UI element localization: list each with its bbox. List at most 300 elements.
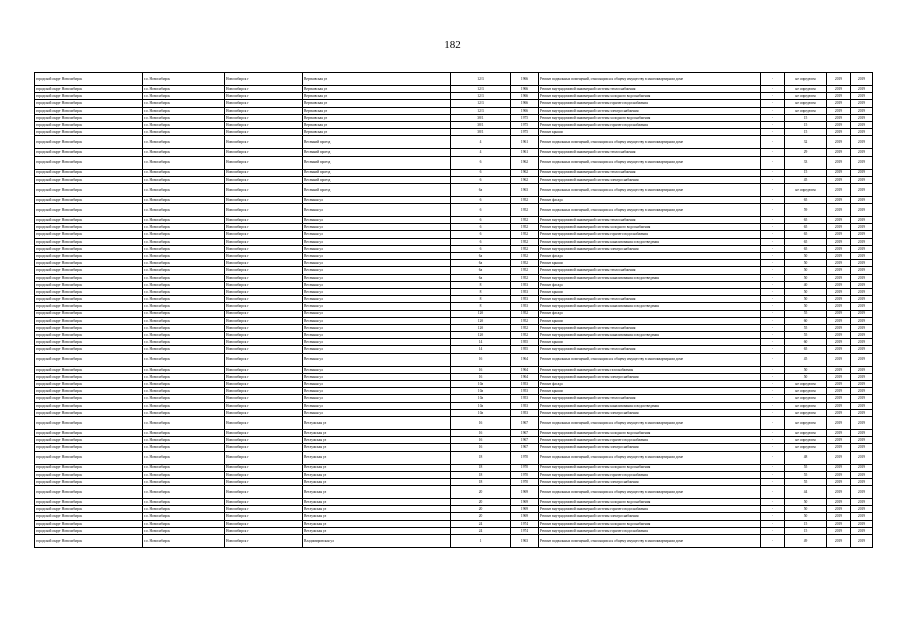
- settlement-cell: г.о. Новосибирск: [143, 366, 225, 373]
- city-cell: Новосибирск г: [225, 437, 303, 444]
- year-cell: 1970: [511, 464, 539, 471]
- house-cell: 1: [451, 535, 511, 548]
- street-cell: Ветлужская ул: [303, 527, 451, 534]
- start-year-cell: 2019: [827, 506, 851, 513]
- street-cell: Ветлужская ул: [303, 437, 451, 444]
- house-cell: 18: [451, 464, 511, 471]
- table-row: [35, 506, 873, 513]
- city-cell: Новосибирск г: [225, 238, 303, 245]
- year-cell: 1952: [511, 274, 539, 281]
- dash-cell: -: [761, 346, 785, 353]
- work-type-cell: Ремонт подвальных помещений, относящихся к общему имуществу в многоквартирном доме: [539, 183, 761, 196]
- cost-cell: 45: [785, 176, 827, 183]
- dash-cell: -: [761, 196, 785, 203]
- dash-cell: -: [761, 245, 785, 252]
- dash-cell: -: [761, 114, 785, 121]
- work-type-cell: Ремонт внутридомовой инженерной системы холодного водоснабжения: [539, 114, 761, 121]
- end-year-cell: 2019: [851, 183, 873, 196]
- okrug-cell: городской округ Новосибирск: [35, 73, 143, 86]
- end-year-cell: 2019: [851, 196, 873, 203]
- house-cell: 16: [451, 429, 511, 436]
- table-row: [35, 499, 873, 506]
- settlement-cell: г.о. Новосибирск: [143, 100, 225, 107]
- end-year-cell: 2019: [851, 281, 873, 288]
- year-cell: 1967: [511, 429, 539, 436]
- city-cell: Новосибирск г: [225, 274, 303, 281]
- year-cell: 1963: [511, 183, 539, 196]
- start-year-cell: 2019: [827, 176, 851, 183]
- cost-cell: не определен: [785, 402, 827, 409]
- end-year-cell: 2019: [851, 121, 873, 128]
- table-row: [35, 217, 873, 224]
- okrug-cell: городской округ Новосибирск: [35, 231, 143, 238]
- okrug-cell: городской округ Новосибирск: [35, 429, 143, 436]
- year-cell: 1970: [511, 471, 539, 478]
- start-year-cell: 2019: [827, 416, 851, 429]
- dash-cell: -: [761, 513, 785, 520]
- settlement-cell: г.о. Новосибирск: [143, 416, 225, 429]
- table-row: [35, 204, 873, 217]
- dash-cell: -: [761, 253, 785, 260]
- settlement-cell: г.о. Новосибирск: [143, 149, 225, 156]
- street-cell: Весенняя ул: [303, 346, 451, 353]
- table-row: [35, 224, 873, 231]
- table-row: [35, 267, 873, 274]
- settlement-cell: г.о. Новосибирск: [143, 136, 225, 149]
- cost-cell: 50: [785, 506, 827, 513]
- cost-cell: 65: [785, 346, 827, 353]
- house-cell: 4: [451, 149, 511, 156]
- dash-cell: -: [761, 339, 785, 346]
- cost-cell: 65: [785, 238, 827, 245]
- end-year-cell: 2019: [851, 86, 873, 93]
- start-year-cell: 2019: [827, 129, 851, 136]
- table-row: [35, 395, 873, 402]
- end-year-cell: 2019: [851, 339, 873, 346]
- street-cell: Весенний проезд: [303, 176, 451, 183]
- start-year-cell: 2019: [827, 183, 851, 196]
- street-cell: Вертковская ул: [303, 107, 451, 114]
- dash-cell: -: [761, 238, 785, 245]
- okrug-cell: городской округ Новосибирск: [35, 471, 143, 478]
- settlement-cell: г.о. Новосибирск: [143, 288, 225, 295]
- okrug-cell: городской округ Новосибирск: [35, 317, 143, 324]
- city-cell: Новосибирск г: [225, 288, 303, 295]
- city-cell: Новосибирск г: [225, 303, 303, 310]
- work-type-cell: Ремонт внутридомовой инженерной системы теплоснабжения: [539, 217, 761, 224]
- street-cell: Весенняя ул: [303, 274, 451, 281]
- start-year-cell: 2019: [827, 149, 851, 156]
- dash-cell: -: [761, 381, 785, 388]
- table-row: [35, 478, 873, 485]
- house-cell: 6: [451, 156, 511, 169]
- okrug-cell: городской округ Новосибирск: [35, 176, 143, 183]
- dash-cell: -: [761, 73, 785, 86]
- dash-cell: -: [761, 149, 785, 156]
- year-cell: 1966: [511, 93, 539, 100]
- settlement-cell: г.о. Новосибирск: [143, 353, 225, 366]
- year-cell: 1955: [511, 339, 539, 346]
- street-cell: Ветлужская ул: [303, 499, 451, 506]
- end-year-cell: 2019: [851, 310, 873, 317]
- year-cell: 1952: [511, 204, 539, 217]
- settlement-cell: г.о. Новосибирск: [143, 114, 225, 121]
- settlement-cell: г.о. Новосибирск: [143, 478, 225, 485]
- settlement-cell: г.о. Новосибирск: [143, 245, 225, 252]
- table-row: [35, 416, 873, 429]
- dash-cell: -: [761, 444, 785, 451]
- dash-cell: -: [761, 183, 785, 196]
- cost-cell: не определен: [785, 388, 827, 395]
- start-year-cell: 2019: [827, 204, 851, 217]
- okrug-cell: городской округ Новосибирск: [35, 486, 143, 499]
- year-cell: 1952: [511, 217, 539, 224]
- table-row: [35, 149, 873, 156]
- end-year-cell: 2019: [851, 437, 873, 444]
- okrug-cell: городской округ Новосибирск: [35, 310, 143, 317]
- year-cell: 1975: [511, 121, 539, 128]
- dash-cell: -: [761, 156, 785, 169]
- cost-cell: 60: [785, 317, 827, 324]
- table-row: [35, 107, 873, 114]
- house-cell: 10а: [451, 402, 511, 409]
- house-cell: 6: [451, 238, 511, 245]
- city-cell: Новосибирск г: [225, 506, 303, 513]
- okrug-cell: городской округ Новосибирск: [35, 121, 143, 128]
- end-year-cell: 2019: [851, 253, 873, 260]
- table-row: [35, 388, 873, 395]
- end-year-cell: 2019: [851, 429, 873, 436]
- cost-cell: 40: [785, 281, 827, 288]
- dash-cell: -: [761, 281, 785, 288]
- house-cell: 10а: [451, 409, 511, 416]
- year-cell: 1966: [511, 73, 539, 86]
- year-cell: 1974: [511, 520, 539, 527]
- work-type-cell: Ремонт фасада: [539, 310, 761, 317]
- house-cell: 12/3: [451, 100, 511, 107]
- work-type-cell: Ремонт внутридомовой инженерной системы теплоснабжения: [539, 324, 761, 331]
- house-cell: 12б: [451, 332, 511, 339]
- start-year-cell: 2019: [827, 107, 851, 114]
- start-year-cell: 2019: [827, 366, 851, 373]
- year-cell: 1953: [511, 303, 539, 310]
- okrug-cell: городской округ Новосибирск: [35, 402, 143, 409]
- dash-cell: -: [761, 129, 785, 136]
- okrug-cell: городской округ Новосибирск: [35, 366, 143, 373]
- work-type-cell: Ремонт внутридомовой инженерной системы теплоснабжения: [539, 267, 761, 274]
- street-cell: Весенний проезд: [303, 169, 451, 176]
- cost-cell: 59: [785, 204, 827, 217]
- dash-cell: -: [761, 429, 785, 436]
- year-cell: 1975: [511, 129, 539, 136]
- end-year-cell: 2019: [851, 296, 873, 303]
- cost-cell: 50: [785, 260, 827, 267]
- okrug-cell: городской округ Новосибирск: [35, 535, 143, 548]
- table-body: [35, 73, 873, 548]
- start-year-cell: 2019: [827, 388, 851, 395]
- street-cell: Весенняя ул: [303, 332, 451, 339]
- year-cell: 1967: [511, 416, 539, 429]
- start-year-cell: 2019: [827, 260, 851, 267]
- work-type-cell: Ремонт внутридомовой инженерной системы газоснабжения: [539, 366, 761, 373]
- table-row: [35, 274, 873, 281]
- cost-cell: не определен: [785, 437, 827, 444]
- cost-cell: 50: [785, 366, 827, 373]
- year-cell: 1955: [511, 346, 539, 353]
- city-cell: Новосибирск г: [225, 121, 303, 128]
- cost-cell: 50: [785, 513, 827, 520]
- house-cell: 10а: [451, 395, 511, 402]
- settlement-cell: г.о. Новосибирск: [143, 499, 225, 506]
- okrug-cell: городской округ Новосибирск: [35, 149, 143, 156]
- cost-cell: 65: [785, 224, 827, 231]
- table-row: [35, 310, 873, 317]
- year-cell: 1974: [511, 527, 539, 534]
- table-row: [35, 464, 873, 471]
- end-year-cell: 2019: [851, 324, 873, 331]
- cost-cell: 50: [785, 296, 827, 303]
- house-cell: 6: [451, 217, 511, 224]
- work-type-cell: Ремонт подвальных помещений, относящихся к общему имуществу в многоквартирном доме: [539, 353, 761, 366]
- year-cell: 1969: [511, 499, 539, 506]
- end-year-cell: 2019: [851, 260, 873, 267]
- work-type-cell: Ремонт внутридомовой инженерной системы холодного водоснабжения: [539, 520, 761, 527]
- start-year-cell: 2019: [827, 513, 851, 520]
- house-cell: 18: [451, 471, 511, 478]
- table-row: [35, 332, 873, 339]
- end-year-cell: 2019: [851, 513, 873, 520]
- cost-cell: 15: [785, 169, 827, 176]
- work-type-cell: Ремонт внутридомовой инженерной системы горячего водоснабжения: [539, 100, 761, 107]
- dash-cell: -: [761, 121, 785, 128]
- city-cell: Новосибирск г: [225, 324, 303, 331]
- year-cell: 1967: [511, 437, 539, 444]
- house-cell: 24: [451, 520, 511, 527]
- street-cell: Весенний проезд: [303, 156, 451, 169]
- house-cell: 12/3: [451, 86, 511, 93]
- street-cell: Ветлужская ул: [303, 429, 451, 436]
- end-year-cell: 2019: [851, 402, 873, 409]
- dash-cell: -: [761, 296, 785, 303]
- house-cell: 20: [451, 513, 511, 520]
- cost-cell: не определен: [785, 416, 827, 429]
- okrug-cell: городской округ Новосибирск: [35, 274, 143, 281]
- street-cell: Весенняя ул: [303, 395, 451, 402]
- city-cell: Новосибирск г: [225, 73, 303, 86]
- start-year-cell: 2019: [827, 429, 851, 436]
- settlement-cell: г.о. Новосибирск: [143, 520, 225, 527]
- street-cell: Ветлужская ул: [303, 478, 451, 485]
- year-cell: 1966: [511, 107, 539, 114]
- year-cell: 1963: [511, 535, 539, 548]
- table-row: [35, 303, 873, 310]
- okrug-cell: городской округ Новосибирск: [35, 409, 143, 416]
- end-year-cell: 2019: [851, 149, 873, 156]
- house-cell: 8: [451, 296, 511, 303]
- start-year-cell: 2019: [827, 196, 851, 203]
- cost-cell: 55: [785, 478, 827, 485]
- end-year-cell: 2019: [851, 156, 873, 169]
- house-cell: 6: [451, 204, 511, 217]
- cost-cell: 48: [785, 451, 827, 464]
- city-cell: Новосибирск г: [225, 196, 303, 203]
- start-year-cell: 2019: [827, 317, 851, 324]
- settlement-cell: г.о. Новосибирск: [143, 395, 225, 402]
- start-year-cell: 2019: [827, 332, 851, 339]
- settlement-cell: г.о. Новосибирск: [143, 73, 225, 86]
- start-year-cell: 2019: [827, 136, 851, 149]
- house-cell: 16: [451, 444, 511, 451]
- city-cell: Новосибирск г: [225, 444, 303, 451]
- end-year-cell: 2019: [851, 100, 873, 107]
- end-year-cell: 2019: [851, 224, 873, 231]
- house-cell: 12/3: [451, 93, 511, 100]
- work-type-cell: Ремонт подвальных помещений, относящихся к общему имуществу в многоквартирном доме: [539, 156, 761, 169]
- end-year-cell: 2019: [851, 381, 873, 388]
- start-year-cell: 2019: [827, 100, 851, 107]
- table-row: [35, 520, 873, 527]
- work-type-cell: Ремонт внутридомовой инженерной системы холодного водоснабжения: [539, 93, 761, 100]
- cost-cell: 55: [785, 324, 827, 331]
- year-cell: 1953: [511, 409, 539, 416]
- table-row: [35, 129, 873, 136]
- start-year-cell: 2019: [827, 451, 851, 464]
- year-cell: 1961: [511, 136, 539, 149]
- city-cell: Новосибирск г: [225, 513, 303, 520]
- house-cell: 8: [451, 281, 511, 288]
- table-row: [35, 429, 873, 436]
- cost-cell: 32: [785, 136, 827, 149]
- dash-cell: -: [761, 260, 785, 267]
- year-cell: 1953: [511, 296, 539, 303]
- work-type-cell: Ремонт фасада: [539, 196, 761, 203]
- start-year-cell: 2019: [827, 381, 851, 388]
- end-year-cell: 2019: [851, 464, 873, 471]
- cost-cell: 50: [785, 288, 827, 295]
- house-cell: 16: [451, 373, 511, 380]
- house-cell: 8: [451, 303, 511, 310]
- settlement-cell: г.о. Новосибирск: [143, 373, 225, 380]
- okrug-cell: городской округ Новосибирск: [35, 93, 143, 100]
- dash-cell: -: [761, 395, 785, 402]
- city-cell: Новосибирск г: [225, 402, 303, 409]
- year-cell: 1969: [511, 513, 539, 520]
- start-year-cell: 2019: [827, 444, 851, 451]
- city-cell: Новосибирск г: [225, 156, 303, 169]
- okrug-cell: городской округ Новосибирск: [35, 183, 143, 196]
- street-cell: Весенняя ул: [303, 381, 451, 388]
- dash-cell: -: [761, 353, 785, 366]
- street-cell: Владимировская ул: [303, 535, 451, 548]
- settlement-cell: г.о. Новосибирск: [143, 176, 225, 183]
- city-cell: Новосибирск г: [225, 93, 303, 100]
- table-row: [35, 136, 873, 149]
- end-year-cell: 2019: [851, 245, 873, 252]
- settlement-cell: г.о. Новосибирск: [143, 129, 225, 136]
- settlement-cell: г.о. Новосибирск: [143, 409, 225, 416]
- okrug-cell: городской округ Новосибирск: [35, 388, 143, 395]
- okrug-cell: городской округ Новосибирск: [35, 332, 143, 339]
- end-year-cell: 2019: [851, 535, 873, 548]
- house-cell: 38/1: [451, 114, 511, 121]
- cost-cell: 49: [785, 535, 827, 548]
- house-cell: 6: [451, 224, 511, 231]
- table-row: [35, 444, 873, 451]
- cost-cell: 55: [785, 471, 827, 478]
- cost-cell: 15: [785, 121, 827, 128]
- end-year-cell: 2019: [851, 388, 873, 395]
- settlement-cell: г.о. Новосибирск: [143, 267, 225, 274]
- year-cell: 1953: [511, 288, 539, 295]
- end-year-cell: 2019: [851, 451, 873, 464]
- street-cell: Весенняя ул: [303, 245, 451, 252]
- city-cell: Новосибирск г: [225, 535, 303, 548]
- okrug-cell: городской округ Новосибирск: [35, 156, 143, 169]
- work-type-cell: Ремонт внутридомовой инженерной системы горячего водоснабжения: [539, 437, 761, 444]
- table-row: [35, 353, 873, 366]
- city-cell: Новосибирск г: [225, 86, 303, 93]
- cost-cell: 50: [785, 274, 827, 281]
- start-year-cell: 2019: [827, 169, 851, 176]
- street-cell: Весенняя ул: [303, 303, 451, 310]
- street-cell: Весенняя ул: [303, 267, 451, 274]
- end-year-cell: 2019: [851, 107, 873, 114]
- cost-cell: 33: [785, 156, 827, 169]
- settlement-cell: г.о. Новосибирск: [143, 196, 225, 203]
- house-cell: 6: [451, 196, 511, 203]
- settlement-cell: г.о. Новосибирск: [143, 471, 225, 478]
- settlement-cell: г.о. Новосибирск: [143, 310, 225, 317]
- start-year-cell: 2019: [827, 217, 851, 224]
- street-cell: Весенний проезд: [303, 149, 451, 156]
- city-cell: Новосибирск г: [225, 129, 303, 136]
- end-year-cell: 2019: [851, 478, 873, 485]
- street-cell: Весенняя ул: [303, 339, 451, 346]
- street-cell: Весенняя ул: [303, 238, 451, 245]
- street-cell: Весенняя ул: [303, 231, 451, 238]
- house-cell: 6а: [451, 183, 511, 196]
- cost-cell: 29: [785, 149, 827, 156]
- settlement-cell: г.о. Новосибирск: [143, 464, 225, 471]
- table-row: [35, 176, 873, 183]
- table-row: [35, 513, 873, 520]
- start-year-cell: 2019: [827, 324, 851, 331]
- year-cell: 1962: [511, 156, 539, 169]
- cost-cell: 15: [785, 520, 827, 527]
- cost-cell: не определен: [785, 100, 827, 107]
- year-cell: 1961: [511, 149, 539, 156]
- settlement-cell: г.о. Новосибирск: [143, 513, 225, 520]
- dash-cell: -: [761, 267, 785, 274]
- page-number: 182: [444, 39, 461, 51]
- year-cell: 1970: [511, 451, 539, 464]
- house-cell: 6а: [451, 267, 511, 274]
- settlement-cell: г.о. Новосибирск: [143, 324, 225, 331]
- okrug-cell: городской округ Новосибирск: [35, 444, 143, 451]
- start-year-cell: 2019: [827, 224, 851, 231]
- table-row: [35, 253, 873, 260]
- street-cell: Весенняя ул: [303, 296, 451, 303]
- okrug-cell: городской округ Новосибирск: [35, 196, 143, 203]
- okrug-cell: городской округ Новосибирск: [35, 324, 143, 331]
- work-type-cell: Ремонт внутридомовой инженерной системы горячего водоснабжения: [539, 471, 761, 478]
- table-row: [35, 100, 873, 107]
- street-cell: Вертковская ул: [303, 129, 451, 136]
- house-cell: 12/3: [451, 73, 511, 86]
- start-year-cell: 2019: [827, 339, 851, 346]
- house-cell: 12б: [451, 317, 511, 324]
- work-type-cell: Ремонт внутридомовой инженерной системы электроснабжения: [539, 444, 761, 451]
